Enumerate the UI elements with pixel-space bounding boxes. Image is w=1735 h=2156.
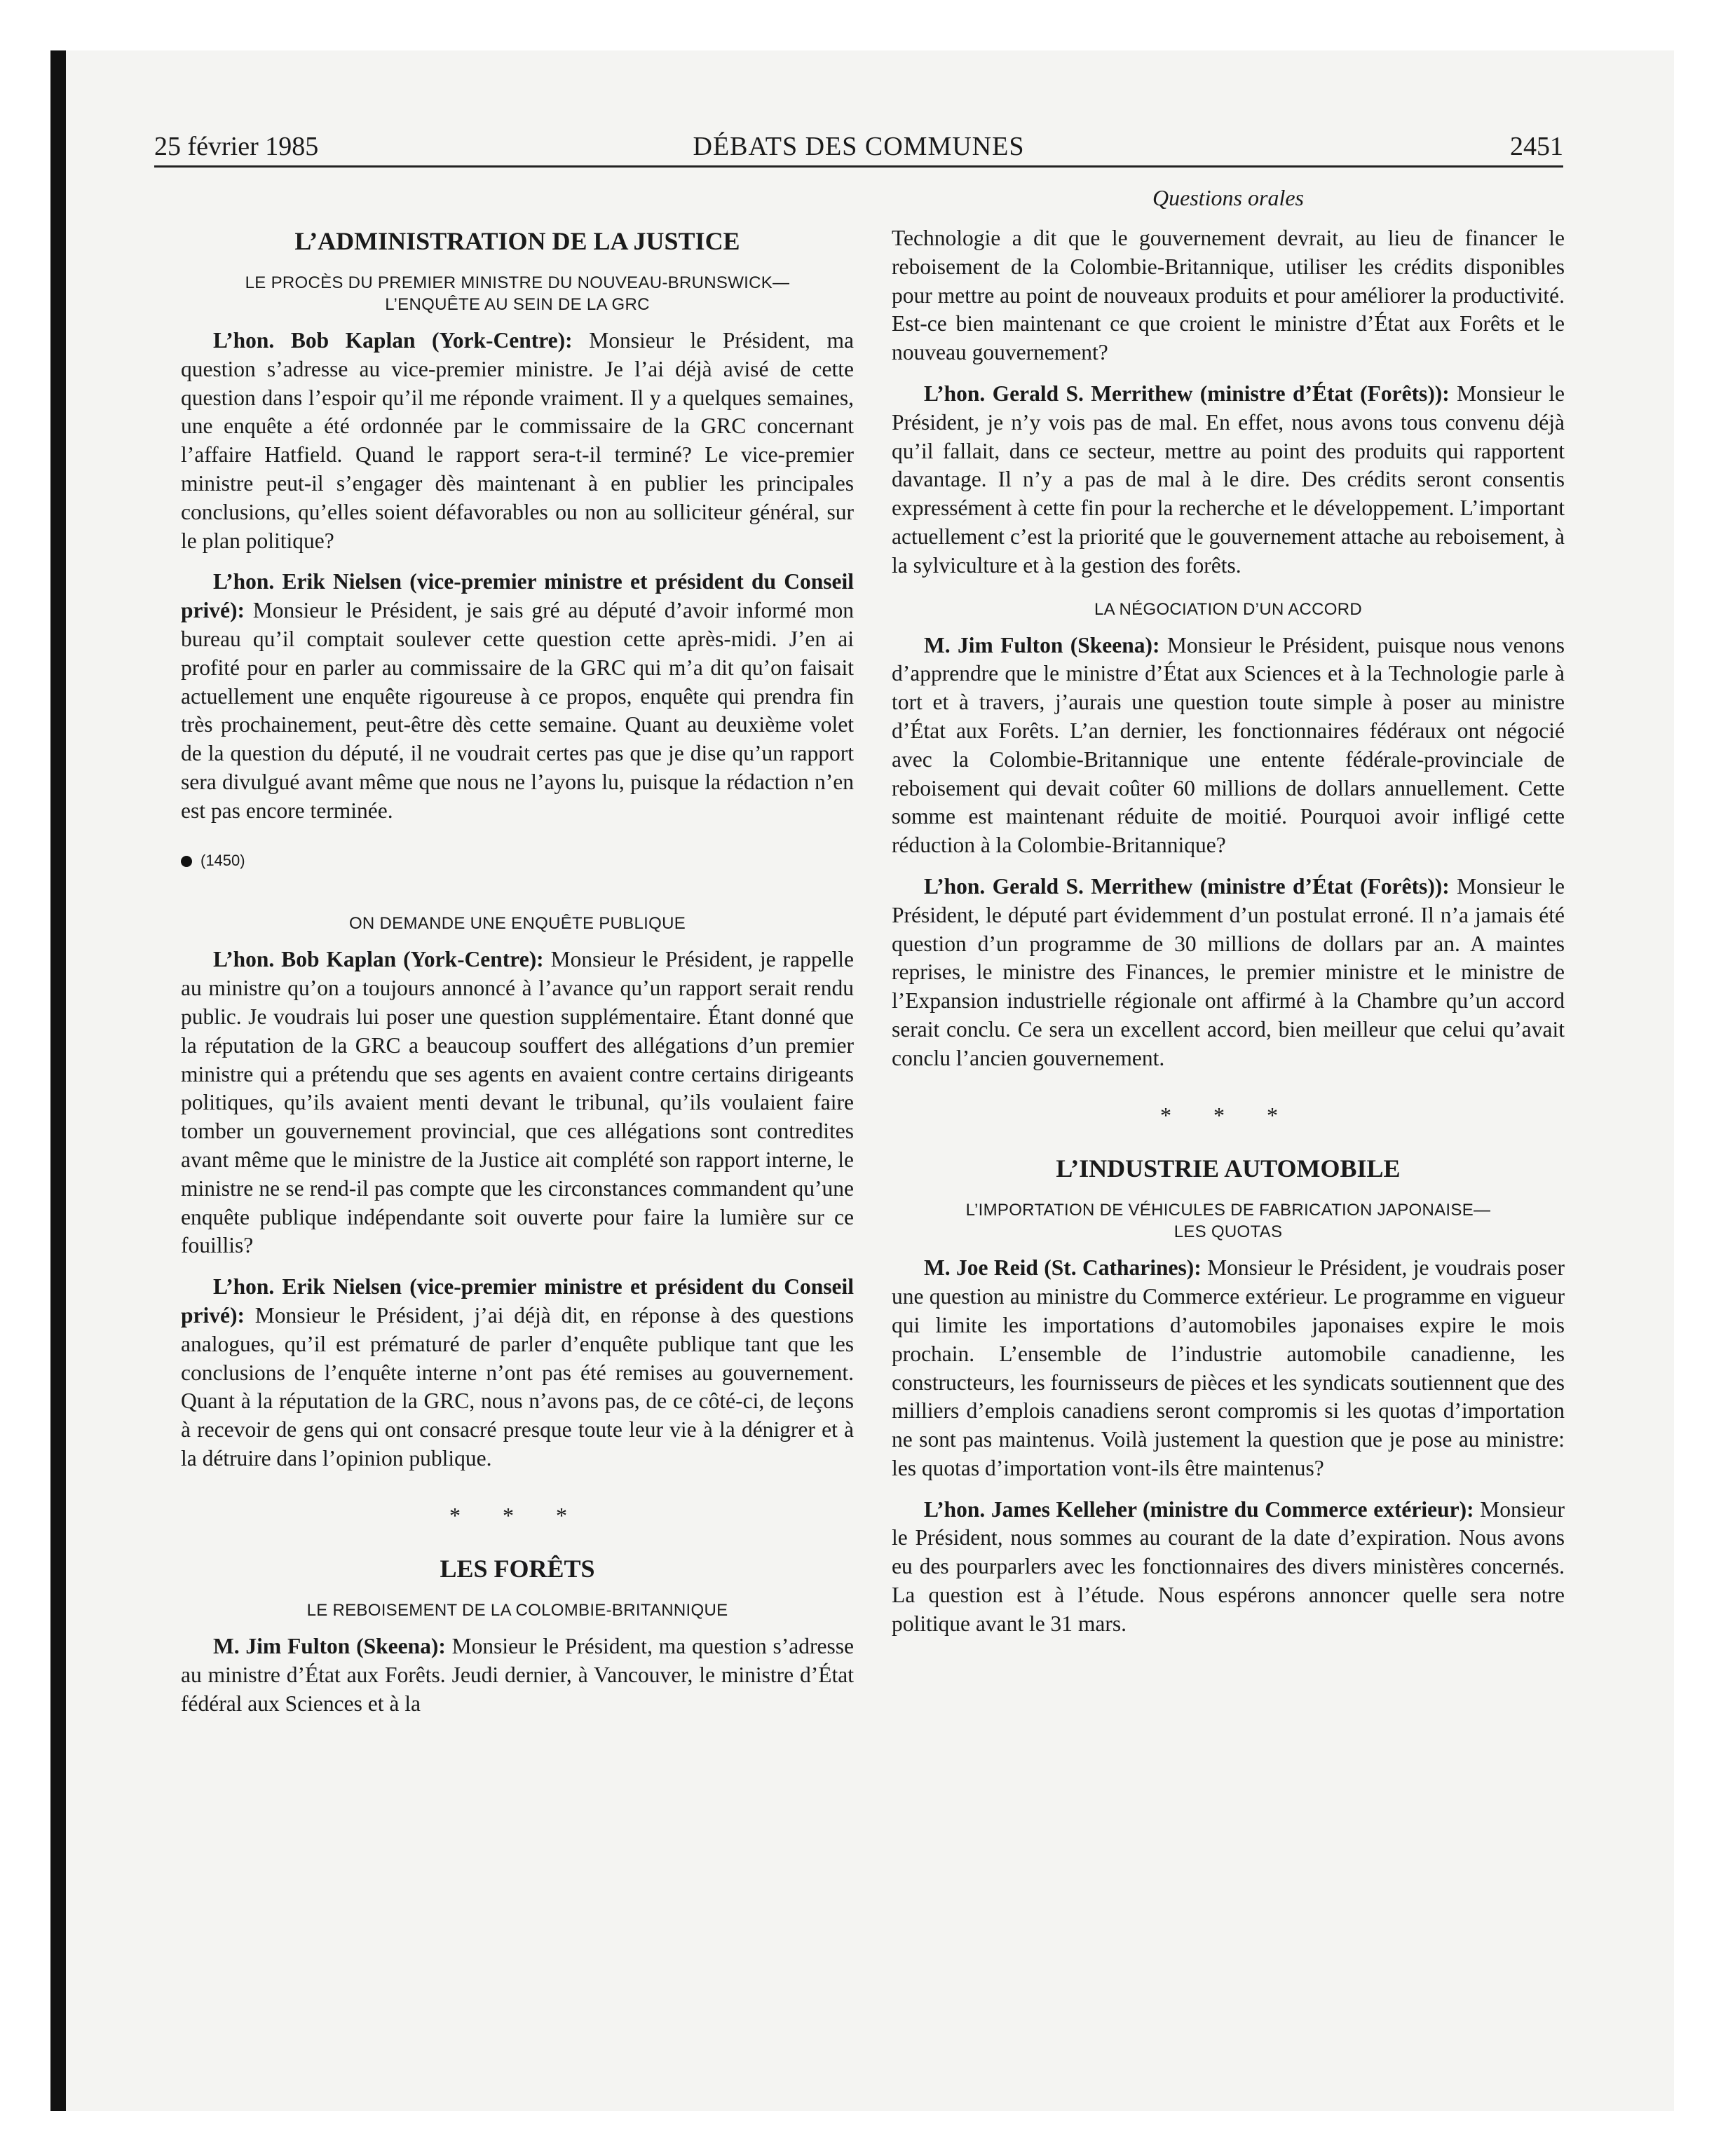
subsection-line: L’IMPORTATION DE VÉHICULES DE FABRICATION JAPONAISE— [965,1201,1491,1220]
header-publication: DÉBATS DES COMMUNES [693,132,1025,161]
page-header [154,130,1563,168]
speech-paragraph [181,327,854,555]
speaker-name: L’hon. Gerald S. Merrithew (ministre d’État (Forêts)): [924,873,1450,899]
subsection-heading-hatfield [181,272,854,315]
speech-paragraph [181,946,854,1260]
time-marker-text: (1450) [200,851,245,869]
subsection-line: LES QUOTAS [1173,1222,1283,1242]
speech-paragraph [181,1632,854,1718]
speaker-name: M. Joe Reid (St. Catharines): [924,1255,1202,1281]
subsection-line: LE PROCÈS DU PREMIER MINISTRE DU NOUVEAU-BRUNSWICK— [245,273,790,292]
speech-text: Monsieur le Président, je rappelle au ministre qu’on a toujours annoncé à l’avance qu’un rapport serait rendu public. Je voudrais lui poser une question supplémentaire. Étant donné que la réputation de la GRC a beaucoup souffert des allégations d’un premier ministre qui a prétendu que ses agents en avaient contre certains dirigeants politiques, qu’ils avaient menti devant le tribunal, qu’ils voulaient faire tomber un gouvernement provincial, que ces allégations sont contredites avant même que le ministre de la Justice ait complété son rapport interne, le ministre ne se rend-il pas compte que les circonstances commandent qu’une enquête publique indépendante soit ouverte pour faire la lumière sur ce fouillis? [181,947,854,1258]
speaker-name: L’hon. Erik Nielsen (vice-premier ministre et président du Conseil privé): [181,569,854,623]
speaker-name: M. Jim Fulton (Skeena): [213,1634,446,1659]
speech-paragraph [181,568,854,825]
speech-text: Monsieur le Président, ma question s’adresse au ministre d’État aux Forêts. Jeudi dernier, à Vancouver, le ministre d’État fédéral aux Sciences et à la [181,1634,855,1717]
speech-text: Monsieur le Président, ma question s’adresse au vice-premier ministre. Je l’ai déjà avisé de cette question dans l’espoir qu’il me réponde vraiment. Il y a quelques semaines, une enquête a été ordonnée par le commissaire de la GRC concernant l’affaire Hatfield. Quand le rapport sera-t-il terminé? Le vice-premier ministre peut-il s’engager dès maintenant à en publier les principales conclusions, qu’elles soient défavorables ou non au solliciteur général, sur le plan politique? [181,328,854,553]
speech-paragraph [892,1254,1565,1482]
speaker-name: L’hon. Bob Kaplan (York-Centre): [213,328,573,353]
speaker-name: L’hon. James Kelleher (ministre du Commerce extérieur): [924,1496,1474,1522]
speaker-name: L’hon. Bob Kaplan (York-Centre): [213,947,544,972]
bullet-icon [181,856,192,867]
speech-paragraph [892,380,1565,580]
scan-binding-edge [50,50,66,2111]
speech-text: Monsieur le Président, je sais gré au député d’avoir informé mon bureau qu’il comptait soulever cette question cette après-midi. J’en ai profité pour en parler au commissaire de la GRC qui m’a dit qu’on faisait actuellement une enquête rigoureuse à ce propos, enquête qui prendra fin très prochainement, peut-être dès cette semaine. Quant au deuxième volet de la question du député, il ne voudrait certes pas que je dise qu’un rapport sera divulgué avant même que nous ne l’ayons lu, puisque la rédaction n’en est pas encore terminée. [181,598,854,823]
speech-paragraph [892,873,1565,1073]
time-marker [181,847,854,875]
section-title-forests: LES FORÊTS [440,1555,595,1583]
right-column [892,184,1565,1639]
section-title-justice: L’ADMINISTRATION DE LA JUSTICE [294,227,740,255]
section-separator: * * * [1160,1102,1296,1128]
subsection-heading-agreement: LA NÉGOCIATION D’UN ACCORD [1094,599,1363,619]
speaker-name: M. Jim Fulton (Skeena): [924,632,1160,657]
speech-text: Monsieur le Président, je voudrais poser une question au ministre du Commerce extérieur. Le programme en vigueur qui limite les importations d’automobiles japonaises expire le mois prochain. L’ensemble de l’industrie automobile canadienne, les constructeurs, les fournisseurs de pièces et les syndicats soutiennent que des milliers d’emplois canadiens seront compromis si les quotas d’importation ne sont pas maintenus. Voilà justement la question que je pose au ministre: les quotas d’importation vont-ils être maintenus? [892,1255,1565,1480]
section-title-automobile: L’INDUSTRIE AUTOMOBILE [1056,1154,1401,1183]
header-date: 25 février 1985 [154,132,319,161]
running-head: Questions orales [1152,185,1304,210]
speech-paragraph-continued: Technologie a dit que le gouvernement devrait, au lieu de financer le reboisement de la Colombie-Britannique, utiliser les crédits disponibles pour mettre au point de nouveaux produits et pour améliorer la productivité. Est-ce bien maintenant ce que croient le ministre d’État aux Forêts et le nouveau gouvernement? [892,226,1565,365]
speech-paragraph [892,632,1565,860]
section-separator: * * * [449,1502,585,1528]
speech-text: Monsieur le Président, j’ai déjà dit, en réponse à des questions analogues, qu’il est prématuré de parler d’enquête publique tant que les conclusions de l’enquête interne n’ont pas été remises au gouvernement. Quant à la réputation de la GRC, nous n’avons pas, de ce côté-ci, de leçons à recevoir de gens qui ont consacré presque toute leur vie à la dénigrer et à la détruire dans l’opinion publique. [181,1302,854,1471]
subsection-heading-reforestation: LE REBOISEMENT DE LA COLOMBIE-BRITANNIQUE [306,1601,728,1621]
speech-text: Monsieur le Président, je n’y vois pas de mal. En effet, nous avons tous convenu déjà qu’il fallait, dans ce secteur, mettre au point des produits qui rapportent davantage. Il n’y a pas de mal à le dire. Des crédits seront consentis expressément à cette fin pour la recherche et le développement. L’important actuellement c’est la priorité que le gouvernement attache au reboisement, à la sylviculture et à la gestion des forêts. [892,381,1565,578]
speech-text: Monsieur le Président, puisque nous venons d’apprendre que le ministre d’État aux Sciences et à la Technologie parle à tort et à travers, j’aurais une question toute simple à poser au ministre d’État aux Forêts. L’an dernier, les fonctionnaires fédéraux ont négocié avec la Colombie-Britannique une entente fédérale-provinciale de reboisement qui devait coûter 60 millions de dollars annuellement. Cette somme est maintenant réduite de moitié. Pourquoi avoir infligé cette réduction à la Colombie-Britannique? [892,632,1565,858]
speaker-name: L’hon. Erik Nielsen (vice-premier ministre et président du Conseil privé): [181,1274,854,1328]
subsection-heading-quotas [892,1199,1565,1243]
speaker-name: L’hon. Gerald S. Merrithew (ministre d’État (Forêts)): [924,381,1450,406]
subsection-heading-public-inquiry: ON DEMANDE UNE ENQUÊTE PUBLIQUE [348,914,686,934]
subsection-line: L’ENQUÊTE AU SEIN DE LA GRC [385,295,650,314]
speech-paragraph [181,1273,854,1473]
speech-text: Monsieur le Président, nous sommes au courant de la date d’expiration. Nous avons eu des pourparlers avec les fonctionnaires des divers ministères concernés. La question est à l’étude. Nous espérons annoncer quelle sera notre politique avant le 31 mars. [892,1496,1565,1636]
header-page-number: 2451 [1510,132,1563,161]
left-column [181,226,854,1719]
speech-text: Monsieur le Président, le député part évidemment d’un postulat erroné. Il n’a jamais été question d’un programme de 30 millions de dollars par an. A maintes reprises, le ministre des Finances, le premier ministre et le ministre de l’Expansion industrielle régionale ont affirmé à la Chambre qu’un accord serait conclu. Ce sera un excellent accord, bien meilleur que celui qu’avait conclu l’ancien gouvernement. [892,873,1565,1070]
speech-paragraph [892,1496,1565,1639]
